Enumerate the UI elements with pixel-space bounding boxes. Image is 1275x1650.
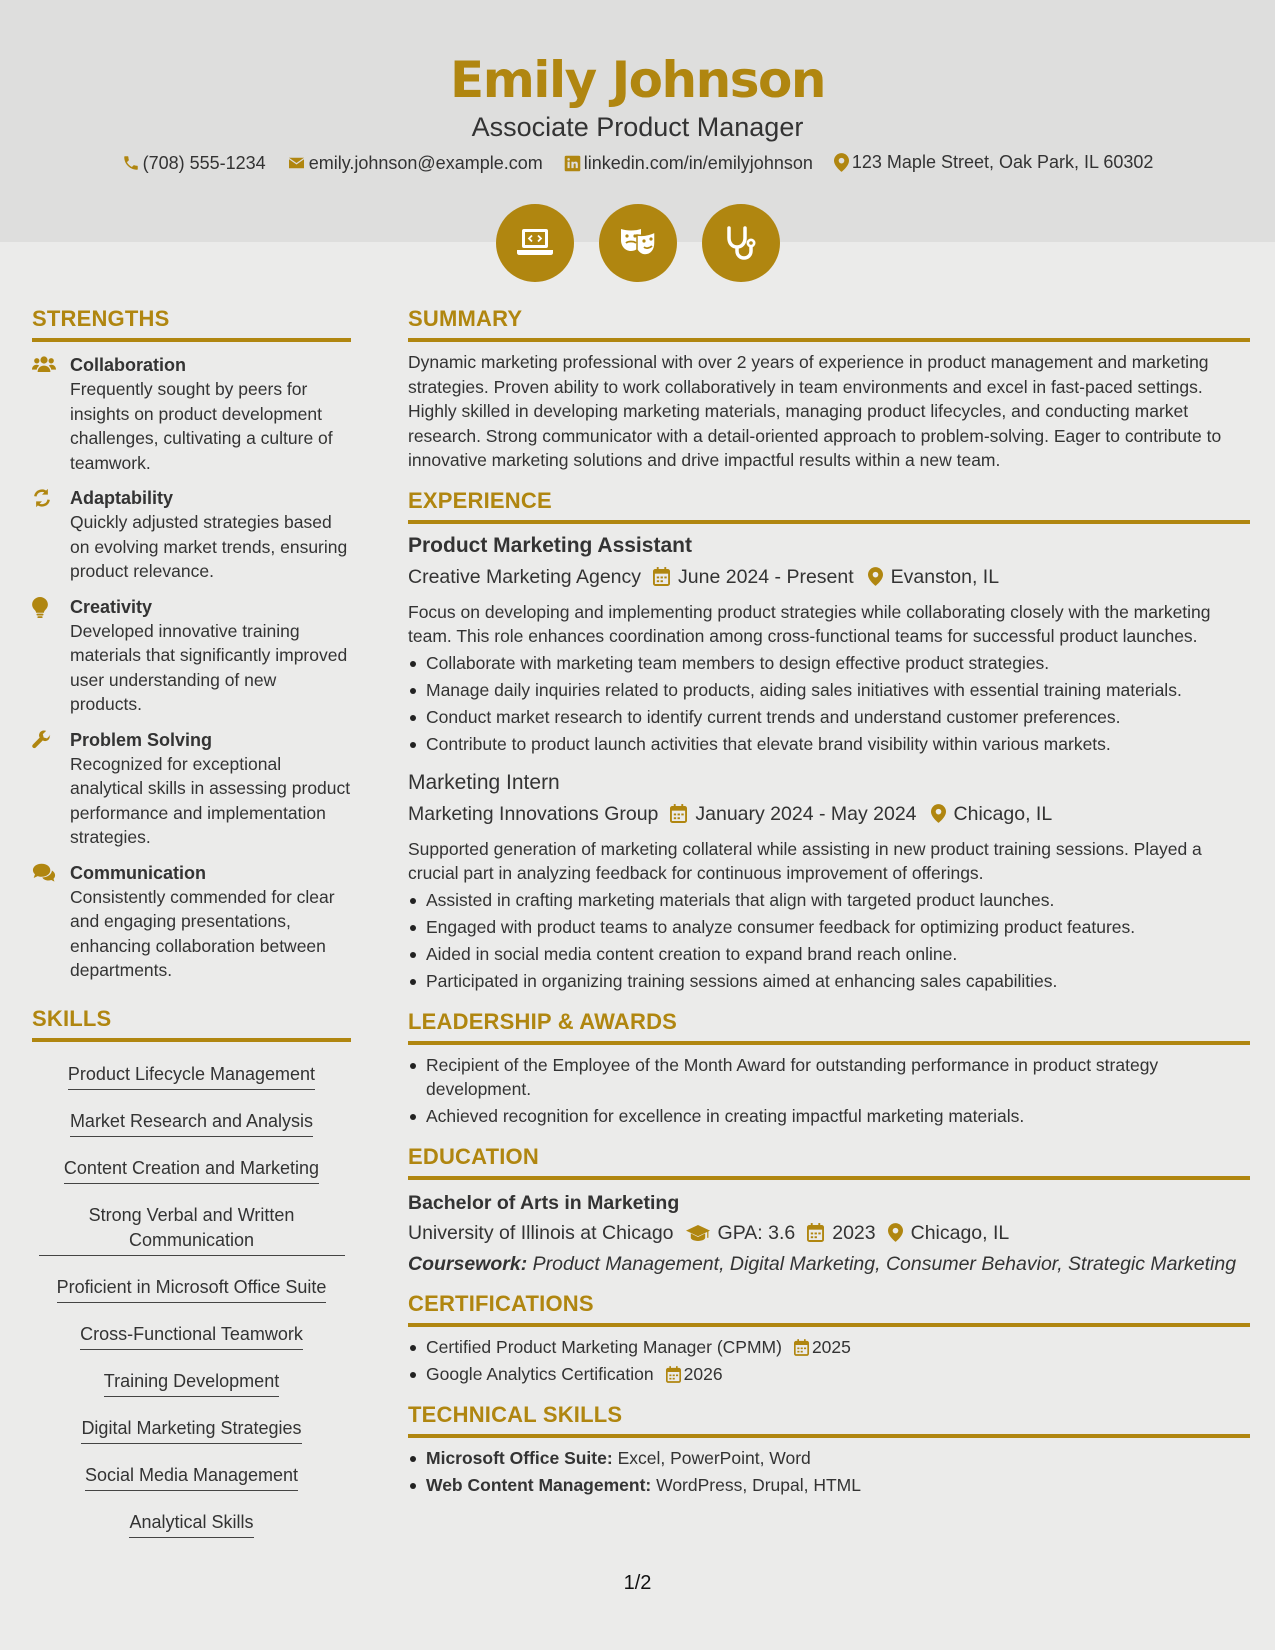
skill-item: Proficient in Microsoft Office Suite [57, 1269, 327, 1303]
bullet-item: Achieved recognition for excellence in creating impactful marketing materials. [408, 1104, 1250, 1129]
technical-skills-heading: TECHNICAL SKILLS [408, 1402, 1250, 1438]
job-dates: June 2024 - Present [678, 565, 854, 588]
bullet-item: Manage daily inquiries related to products, aiding sales initiatives with essential training materials. [408, 678, 1250, 703]
skill-item: Training Development [104, 1363, 279, 1397]
skill-item: Cross-Functional Teamwork [80, 1316, 303, 1350]
strength-title: Collaboration [70, 355, 186, 375]
technical-skill-label: Web Content Management: [426, 1474, 652, 1495]
job-description: Supported generation of marketing collateral while assisting in new product training sessions. Played a crucial part in analyzing feedback for continuous improvement of offerings. [408, 838, 1202, 883]
strength-item [32, 861, 351, 983]
education-degree: Bachelor of Arts in Marketing [408, 1191, 680, 1214]
skill-item: Strong Verbal and Written Communication [39, 1197, 345, 1256]
job-entry [408, 769, 1250, 994]
job-title: Marketing Intern [408, 770, 560, 794]
strength-title: Creativity [70, 596, 153, 617]
certification-item [408, 1362, 1250, 1387]
technical-skills-list [408, 1446, 1250, 1498]
strength-title: Problem Solving [70, 729, 213, 750]
linkedin-text: linkedin.com/in/emilyjohnson [583, 153, 813, 173]
strength-item [32, 728, 351, 850]
leadership-list [408, 1053, 1250, 1129]
phone-icon [122, 154, 140, 172]
job-company: Marketing Innovations Group [408, 802, 659, 825]
bullet-item: Assisted in crafting marketing materials that align with targeted product launches. [408, 888, 1250, 913]
certification-item [408, 1335, 1250, 1360]
users-icon [32, 355, 56, 373]
certifications-heading: CERTIFICATIONS [408, 1291, 1250, 1327]
bullet-item: Collaborate with marketing team members to design effective product strategies. [408, 651, 1250, 676]
education-year: 2023 [832, 1221, 876, 1244]
technical-skill-label: Microsoft Office Suite: [426, 1447, 613, 1468]
map-marker-icon [834, 153, 849, 172]
education-school: University of Illinois at Chicago [408, 1221, 674, 1244]
job-company: Creative Marketing Agency [408, 565, 642, 588]
contact-bar [0, 152, 1275, 177]
skill-item: Content Creation and Marketing [64, 1150, 319, 1184]
education-heading: EDUCATION [408, 1144, 1250, 1180]
candidate-name: Emily Johnson [450, 51, 825, 109]
certification-year: 2025 [811, 1337, 851, 1357]
job-location: Evanston, IL [890, 565, 1000, 588]
job-entry [408, 532, 1250, 757]
job-bullets [408, 651, 1250, 757]
contact-address [834, 152, 1154, 173]
skills-heading: SKILLS [32, 1006, 351, 1042]
bullet-item: Contribute to product launch activities that elevate brand visibility within various markets. [408, 732, 1250, 757]
skill-item: Digital Marketing Strategies [81, 1410, 301, 1444]
strength-desc: Consistently commended for clear and engaging presentations, enhancing collaboration between departments. [70, 886, 335, 980]
education-gpa: GPA: 3.6 [717, 1221, 796, 1244]
strength-title: Communication [70, 862, 207, 883]
strength-item [32, 595, 351, 717]
bullet-item: Recipient of the Employee of the Month Award for outstanding performance in product strategy development. [408, 1053, 1250, 1102]
bullet-item: Conduct market research to identify current trends and understand customer preferences. [408, 705, 1250, 730]
theater-masks-icon [599, 204, 677, 282]
job-dates: January 2024 - May 2024 [695, 802, 917, 825]
contact-email[interactable] [287, 153, 543, 174]
calendar-icon [666, 1366, 681, 1383]
envelope-icon [287, 154, 306, 172]
job-location: Chicago, IL [953, 802, 1053, 825]
map-marker-icon [888, 1223, 903, 1242]
job-bullets [408, 888, 1250, 994]
technical-skill-item [408, 1473, 1250, 1498]
hobby-icons [0, 204, 1275, 282]
strength-desc: Developed innovative training materials that significantly improved user understanding of new products. [70, 620, 348, 714]
strength-item [32, 486, 351, 584]
calendar-icon [807, 1223, 824, 1242]
strength-desc: Quickly adjusted strategies based on evolving market trends, ensuring product relevance. [70, 512, 348, 581]
comments-icon [32, 863, 56, 882]
job-title: Product Marketing Assistant [408, 533, 692, 557]
calendar-icon [794, 1339, 809, 1356]
strength-desc: Recognized for exceptional analytical skills in assessing product performance and implementation strategies. [70, 753, 351, 847]
skill-item: Market Research and Analysis [70, 1103, 313, 1137]
map-marker-icon [931, 804, 946, 823]
calendar-icon [653, 567, 670, 586]
technical-skill-item [408, 1446, 1250, 1471]
skill-item: Social Media Management [85, 1457, 298, 1491]
strength-item [32, 353, 351, 475]
bullet-item: Engaged with product teams to analyze consumer feedback for optimizing product features. [408, 915, 1250, 940]
education-meta [408, 1219, 1250, 1247]
bullet-item: Aided in social media content creation to expand brand reach online. [408, 942, 1250, 967]
linkedin-icon [564, 155, 581, 172]
map-marker-icon [868, 567, 883, 586]
education-location: Chicago, IL [910, 1221, 1010, 1244]
skills-list [32, 1052, 351, 1547]
email-text: emily.johnson@example.com [308, 152, 543, 173]
skill-item: Product Lifecycle Management [68, 1056, 315, 1090]
skill-item: Analytical Skills [129, 1504, 253, 1538]
sync-icon [32, 488, 52, 508]
contact-phone[interactable] [122, 153, 266, 174]
certifications-list [408, 1335, 1250, 1387]
address-text: 123 Maple Street, Oak Park, IL 60302 [851, 152, 1154, 172]
candidate-title: Associate Product Manager [471, 112, 804, 142]
stethoscope-icon [702, 204, 780, 282]
coursework-text: Product Management, Digital Marketing, Consumer Behavior, Strategic Marketing [532, 1252, 1237, 1275]
page-number: 1/2 [623, 1572, 652, 1594]
leadership-heading: LEADERSHIP & AWARDS [408, 1009, 1250, 1045]
lightbulb-icon [32, 597, 48, 618]
technical-skill-value: WordPress, Drupal, HTML [656, 1474, 861, 1495]
strength-title: Adaptability [70, 488, 174, 508]
contact-linkedin[interactable] [564, 153, 813, 174]
coursework-label: Coursework: [408, 1252, 528, 1275]
calendar-icon [670, 804, 687, 823]
bullet-item: Participated in organizing training sessions aimed at enhancing sales capabilities. [408, 969, 1250, 994]
left-column [32, 306, 351, 1547]
experience-heading: EXPERIENCE [408, 488, 1250, 524]
laptop-code-icon [496, 204, 574, 282]
job-meta [408, 563, 1250, 591]
technical-skill-value: Excel, PowerPoint, Word [617, 1447, 811, 1468]
right-column [408, 306, 1250, 1497]
strength-desc: Frequently sought by peers for insights on product development challenges, cultivating a culture of teamwork. [70, 379, 333, 473]
phone-text: (708) 555-1234 [142, 152, 266, 173]
summary-heading: SUMMARY [408, 306, 1250, 342]
wrench-icon [32, 730, 52, 750]
job-description: Focus on developing and implementing product strategies while collaborating closely with the marketing team. This role enhances coordination among cross-functional teams for successful product launches. [408, 601, 1211, 646]
graduation-cap-icon [686, 1224, 710, 1242]
summary-text: Dynamic marketing professional with over 2 years of experience in product management and marketing strategies. Proven ability to work collaboratively in team environments and excel in fast-paced settings. Highly skilled in developing marketing materials, managing product lifecycles, and conducting market research. Strong communicator with a detail-oriented approach to problem-solving. Eager to contribute to innovative marketing solutions and drive impactful results within a new team. [408, 352, 1222, 470]
education-coursework [408, 1252, 1250, 1277]
certification-year: 2026 [683, 1364, 723, 1384]
certification-name: Google Analytics Certification [426, 1364, 654, 1384]
strengths-heading: STRENGTHS [32, 306, 351, 342]
job-meta [408, 800, 1250, 828]
certification-name: Certified Product Marketing Manager (CPMM) [426, 1337, 782, 1357]
